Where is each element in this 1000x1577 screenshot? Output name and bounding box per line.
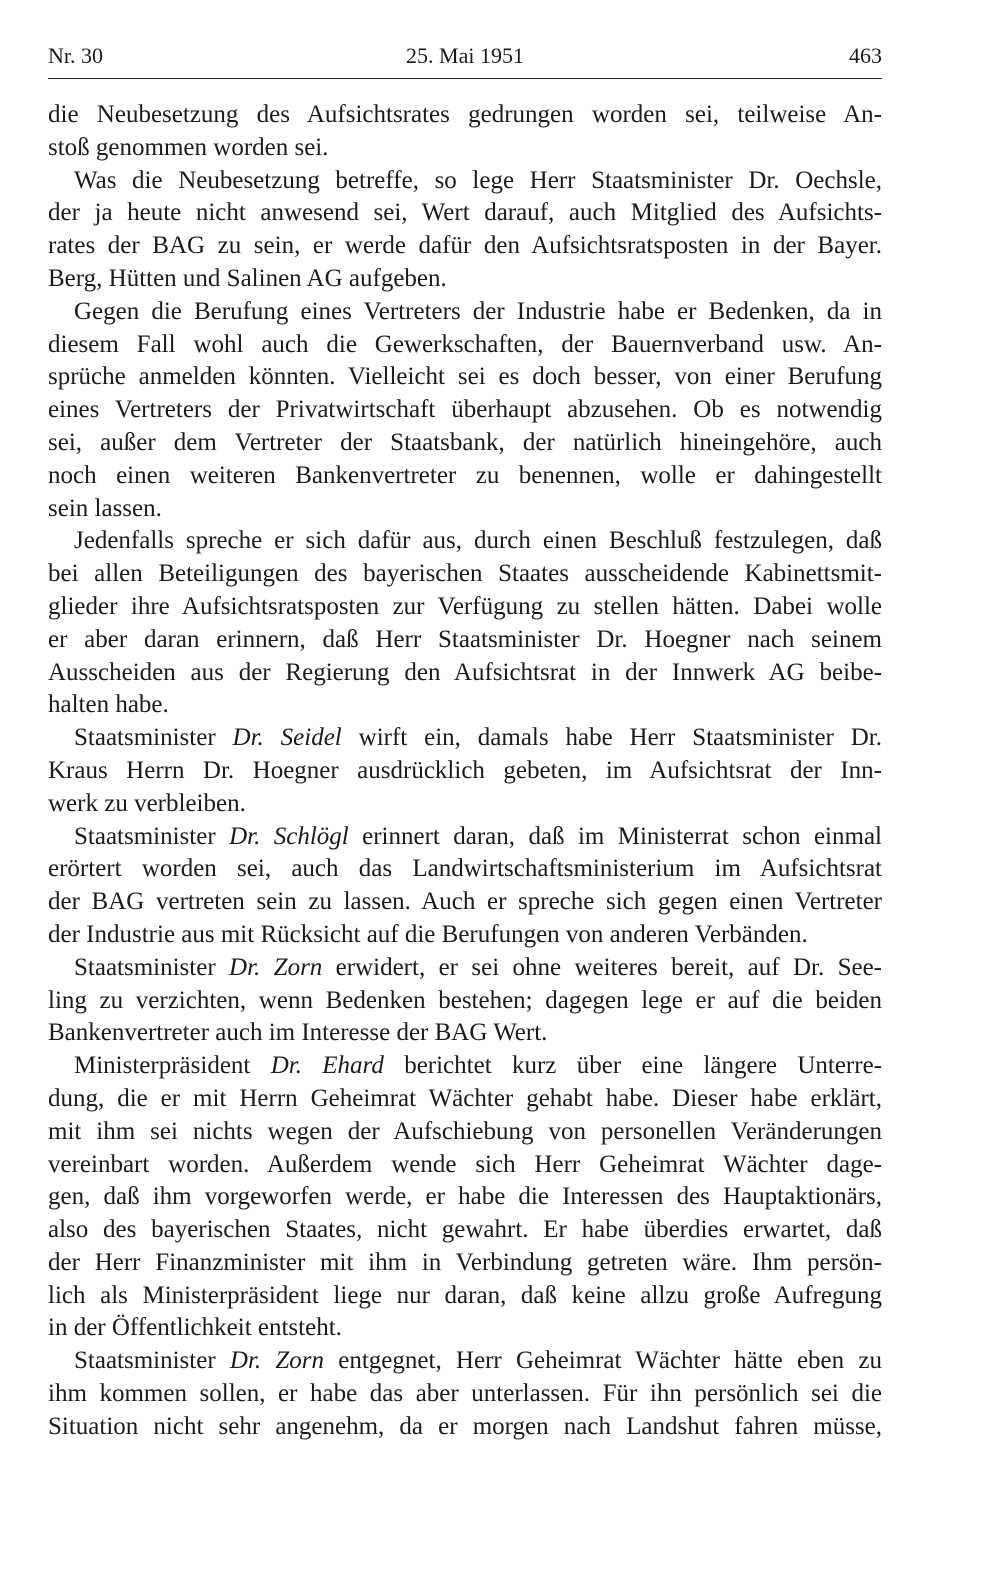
text-line: also des bayerischen Staates, nicht gewahrt. Er habe überdies erwartet, daß	[48, 1216, 882, 1244]
text-line: Berg, Hütten und Salinen AG aufgeben.	[48, 264, 447, 292]
text-line: der Industrie aus mit Rücksicht auf die Berufungen von anderen Verbänden.	[48, 920, 808, 948]
text-line	[48, 952, 882, 985]
speaker-statement: entgegnet, Herr Geheimrat Wächter hätte eben zu	[324, 1347, 882, 1375]
text-line: Gegen die Berufung eines Vertreters der Industrie habe er Bedenken, da in	[74, 297, 882, 325]
running-head	[48, 42, 882, 79]
text-line	[48, 821, 882, 854]
text-line: Jedenfalls spreche er sich dafür aus, durch einen Beschluß festzulegen, daß	[74, 527, 882, 555]
text-line: in der Öffentlichkeit entsteht.	[48, 1314, 342, 1342]
text-line: Ausscheiden aus der Regierung den Aufsichtsrat in der Innwerk AG beibe-	[48, 658, 882, 686]
speaker-prefix: Staatsminister	[74, 822, 230, 850]
text-line: vereinbart worden. Außerdem wende sich Herr Geheimrat Wächter dage-	[48, 1150, 882, 1178]
speaker-statement: erinnert daran, daß im Ministerrat schon einmal	[348, 822, 882, 850]
text-line: dung, die er mit Herrn Geheimrat Wächter gehabt habe. Dieser habe erklärt,	[48, 1084, 882, 1112]
text-line: diesem Fall wohl auch die Gewerkschaften, der Bauernverband usw. An-	[48, 330, 882, 358]
text-line: ling zu verzichten, wenn Bedenken bestehen; dagegen lege er auf die beiden	[48, 986, 882, 1014]
text-line: die Neubesetzung des Aufsichtsrates gedrungen worden sei, teilweise An-	[48, 101, 882, 128]
text-line: der Herr Finanzminister mit ihm in Verbindung getreten wäre. Ihm persön-	[48, 1248, 882, 1276]
text-line: glieder ihre Aufsichtsratsposten zur Verfügung zu stellen hätten. Dabei wolle	[48, 592, 882, 620]
text-line: der ja heute nicht anwesend sei, Wert darauf, auch Mitglied des Aufsichts-	[48, 199, 882, 227]
text-line	[48, 1050, 882, 1083]
text-line: noch einen weiteren Bankenvertreter zu benennen, wolle er dahingestellt	[48, 461, 882, 489]
text-line: erörtert worden sei, auch das Landwirtschaftsministerium im Aufsichtsrat	[48, 855, 882, 883]
text-line: ihm kommen sollen, er habe das aber unterlassen. Für ihn persönlich sei die	[48, 1380, 882, 1408]
speaker-name: Dr. Schlögl	[229, 822, 349, 850]
text-line: stoß genommen worden sei.	[48, 133, 329, 161]
speaker-prefix: Staatsminister	[74, 953, 230, 981]
speaker-name: Dr. Ehard	[270, 1052, 384, 1080]
speaker-statement: berichtet kurz über eine längere Unterre-	[383, 1052, 882, 1080]
speaker-prefix: Staatsminister	[74, 1347, 230, 1375]
text-line: werk zu verbleiben.	[48, 789, 246, 817]
text-line: Situation nicht sehr angenehm, da er morgen nach Landshut fahren müsse,	[48, 1412, 882, 1440]
speaker-prefix: Ministerpräsident	[74, 1052, 271, 1080]
text-line	[48, 722, 882, 755]
text-line: er aber daran erinnern, daß Herr Staatsminister Dr. Hoegner nach seinem	[48, 625, 882, 653]
page-number: 463	[849, 43, 882, 68]
text-line: Was die Neubesetzung betreffe, so lege Herr Staatsminister Dr. Oechsle,	[74, 166, 882, 194]
speaker-statement: erwidert, er sei ohne weiteres bereit, auf Dr. See-	[322, 953, 882, 981]
speaker-name: Dr. Seidel	[232, 724, 342, 752]
text-line	[48, 1345, 882, 1378]
text-line: Bankenvertreter auch im Interesse der BAG Wert.	[48, 1019, 548, 1047]
speaker-statement: wirft ein, damals habe Herr Staatsminister Dr.	[341, 724, 882, 752]
text-line: bei allen Beteiligungen des bayerischen Staates ausscheidende Kabinettsmit-	[48, 560, 882, 588]
text-line: eines Vertreters der Privatwirtschaft überhaupt abzusehen. Ob es notwendig	[48, 396, 882, 424]
speaker-name: Dr. Zorn	[229, 953, 323, 981]
text-line: sei, außer dem Vertreter der Staatsbank, der natürlich hineingehöre, auch	[48, 428, 882, 456]
speaker-prefix: Staatsminister	[74, 724, 233, 752]
text-line: der BAG vertreten sein zu lassen. Auch er spreche sich gegen einen Vertreter	[48, 888, 882, 916]
text-line: halten habe.	[48, 691, 169, 719]
text-line: lich als Ministerpräsident liege nur daran, daß keine allzu große Aufregung	[48, 1281, 882, 1309]
text-line: rates der BAG zu sein, er werde dafür den Aufsichtsratsposten in der Bayer.	[48, 232, 882, 260]
text-line: gen, daß ihm vorgeworfen werde, er habe die Interessen des Hauptaktionärs,	[48, 1183, 882, 1211]
issue-number: Nr. 30	[48, 43, 103, 68]
header-date: 25. Mai 1951	[406, 43, 524, 68]
text-line: mit ihm sei nichts wegen der Aufschiebung von personellen Veränderungen	[48, 1117, 882, 1145]
text-line: sprüche anmelden könnten. Vielleicht sei es doch besser, von einer Berufung	[48, 363, 882, 391]
text-line: Kraus Herrn Dr. Hoegner ausdrücklich gebeten, im Aufsichtsrat der Inn-	[48, 756, 882, 784]
body-text	[48, 99, 882, 1444]
speaker-name: Dr. Zorn	[229, 1347, 325, 1375]
text-line: sein lassen.	[48, 494, 162, 522]
